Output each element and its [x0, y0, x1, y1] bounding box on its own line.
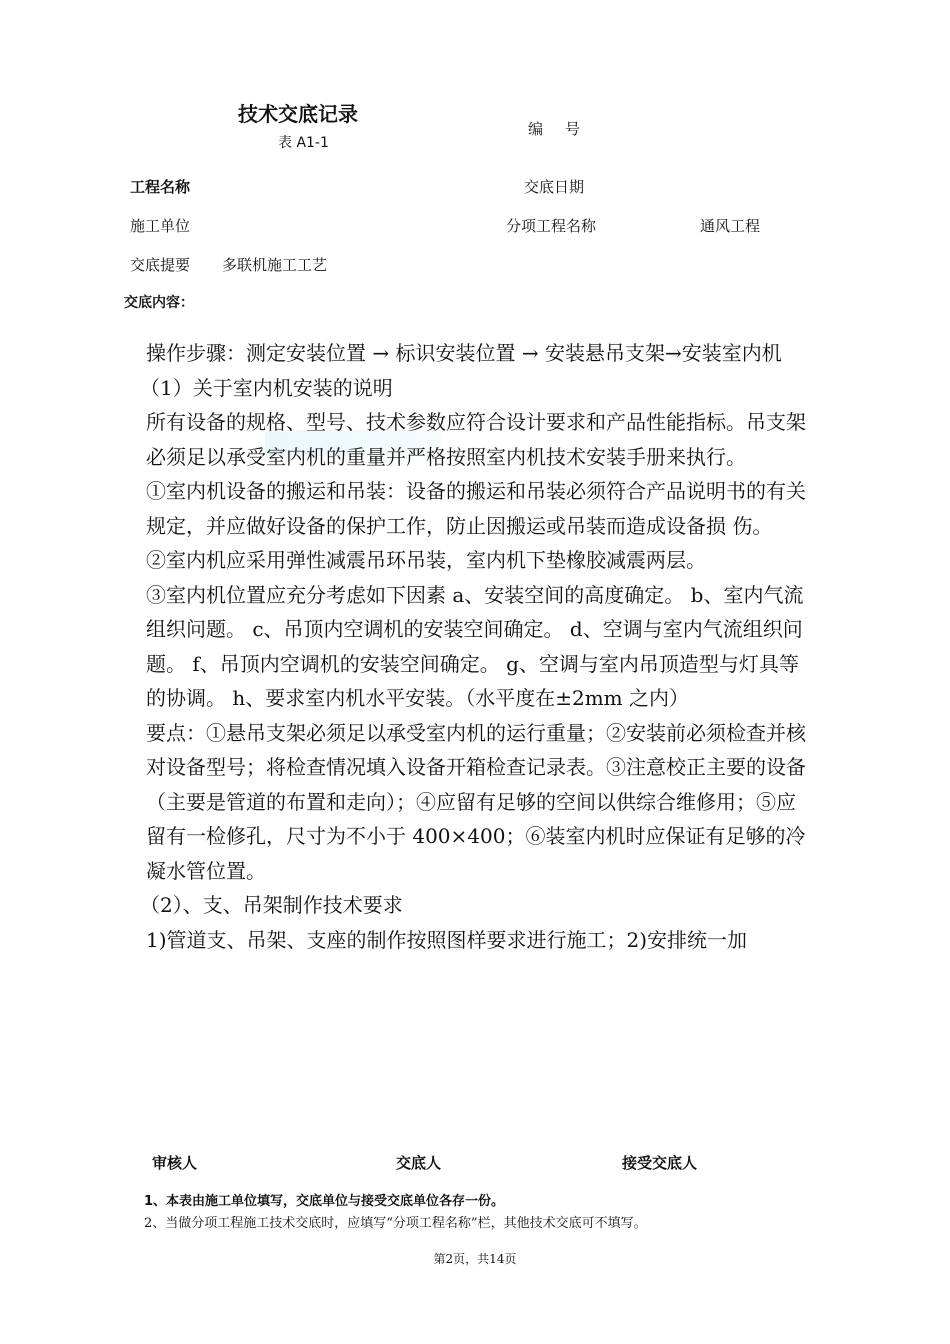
construction-unit-label: 施工单位	[130, 217, 191, 235]
summary-label: 交底提要	[130, 256, 191, 274]
reviewer-label: 审核人	[152, 1154, 198, 1172]
form-code: 表 A1-1	[278, 135, 329, 151]
disclosure-content	[140, 336, 810, 957]
content-paragraph: 所有设备的规格、型号、技术参数应符合设计要求和产品性能指标。吊支架必须足以承受室内机的重量并严格按照室内机技术安装手册来执行。	[146, 410, 806, 469]
discloser-label: 交底人	[396, 1154, 442, 1172]
date-label: 交底日期	[524, 178, 585, 196]
number-label: 编号	[528, 120, 603, 138]
content-paragraph: ③室内机位置应充分考虑如下因素 a、安装空间的高度确定。 b、室内气流组织问题。 c、吊顶内空调机的安装空间确定。 d、空调与室内气流组织问题。 f、吊顶内空调机的安装空间确定。 g、空调与室内吊顶造型与灯具等的协调。 h、要求室内机水平安装。（水平度在±2mm 之内）	[146, 582, 804, 710]
project-name-label: 工程名称	[130, 178, 191, 196]
content-paragraph: ②室内机应采用弹性减震吊环吊装，室内机下垫橡胶减震两层。	[146, 548, 706, 572]
summary-value: 多联机施工工艺	[222, 256, 328, 274]
content-paragraph: 1)管道支、吊架、支座的制作按照图样要求进行施工；2)安排统一加	[146, 927, 748, 952]
subitem-value: 通风工程	[700, 217, 761, 235]
note-2: 2、当做分项工程施工技术交底时，应填写“分项工程名称”栏，其他技术交底可不填写。	[144, 1216, 647, 1231]
content-label: 交底内容：	[124, 295, 194, 311]
content-heading: （2）、支、吊架制作技术要求	[140, 893, 403, 917]
receiver-label: 接受交底人	[622, 1154, 698, 1172]
page-number: 第2页，共14页	[433, 1252, 517, 1266]
content-paragraph: 操作步骤：测定安装位置 → 标识安装位置 → 安装悬吊支架→安装室内机	[146, 341, 782, 365]
content-paragraph: 要点：①悬吊支架必须足以承受室内机的运行重量；②安装前必须检查并核对设备型号；将检查情况填入设备开箱检查记录表。③注意校正主要的设备（主要是管道的布置和走向）；④应留有足够的空间以供综合维修用；⑤应留有一检修孔，尺寸为不小于 400×400；⑥装室内机时应保证有足够的冷凝水管位置。	[146, 720, 806, 883]
content-paragraph: ①室内机设备的搬运和吊装：设备的搬运和吊装必须符合产品说明书的有关规定，并应做好设备的保护工作，防止因搬运或吊装而造成设备损 伤。	[146, 479, 806, 538]
document-title: 技术交底记录	[238, 102, 358, 126]
note-1: 1、本表由施工单位填写，交底单位与接受交底单位各存一份。	[144, 1194, 505, 1209]
subitem-label: 分项工程名称	[506, 217, 597, 235]
content-heading: （1）关于室内机安装的说明	[140, 375, 393, 400]
